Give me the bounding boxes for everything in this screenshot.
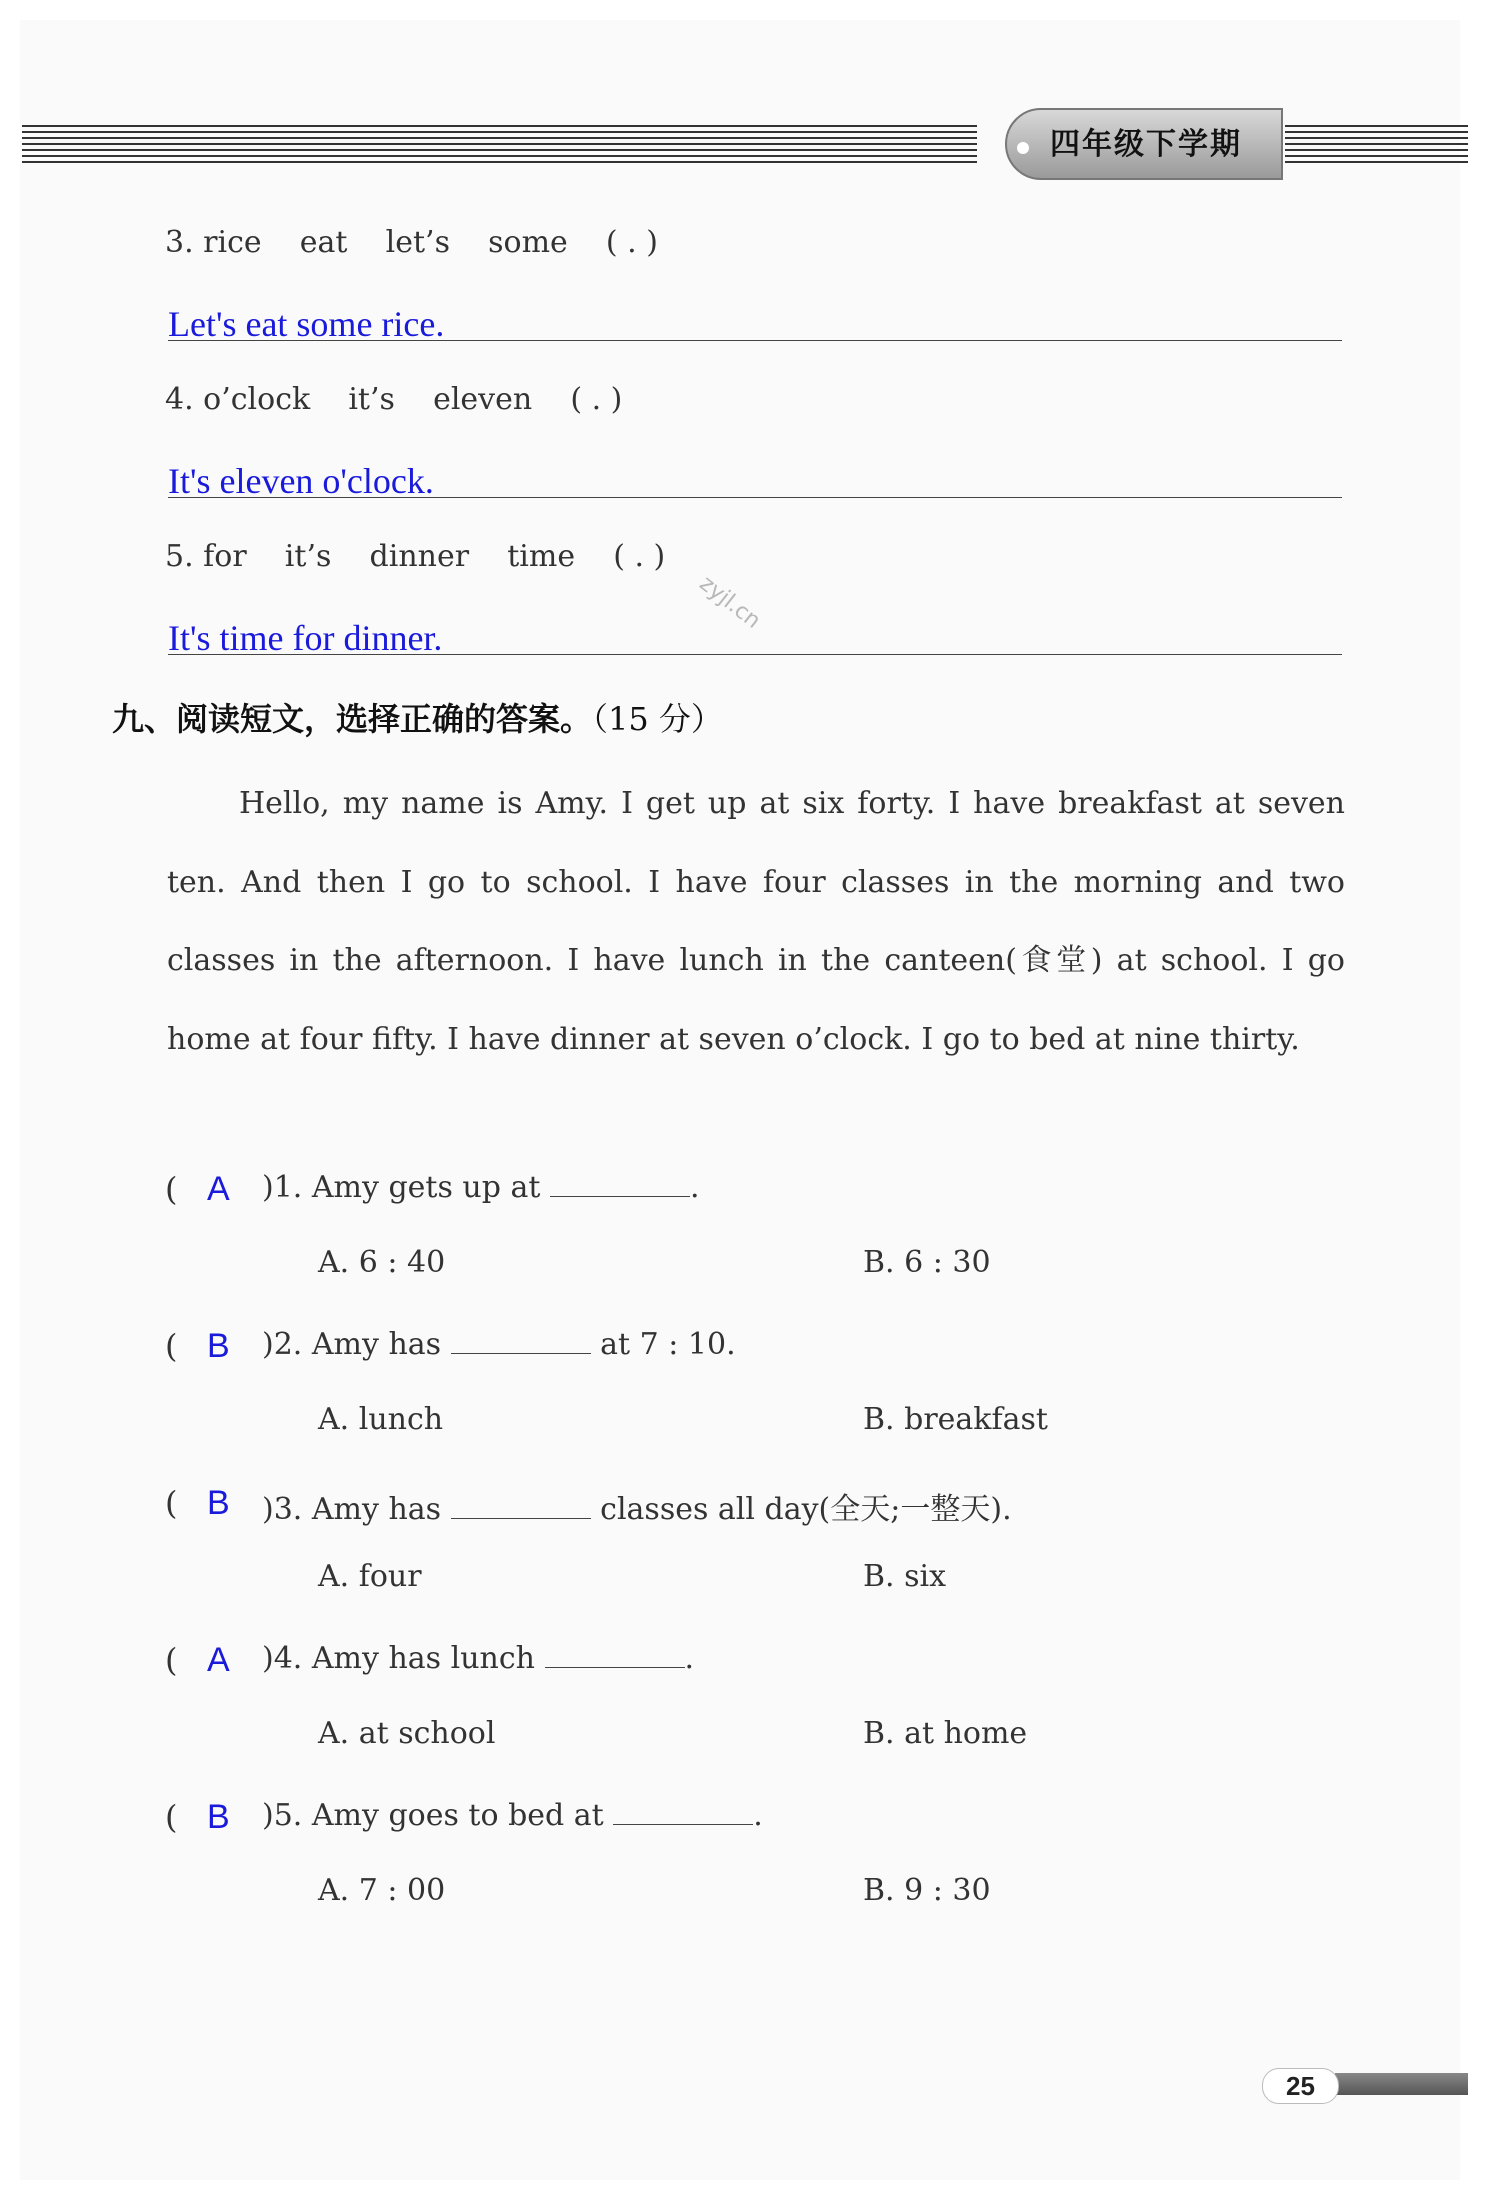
question-4-stem: )4. Amy has lunch bbox=[262, 1641, 545, 1676]
answer-paren: ( bbox=[165, 1484, 178, 1522]
scramble-prompt-5: 5. for it’s dinner time ( . ) bbox=[165, 539, 666, 574]
question-1 bbox=[262, 1170, 700, 1205]
answer-blank bbox=[451, 1329, 591, 1354]
header-rule-left bbox=[22, 125, 977, 167]
scramble-answer-4: It's eleven o'clock. bbox=[168, 461, 434, 501]
question-4-answer: A bbox=[207, 1641, 230, 1679]
answer-blank bbox=[550, 1172, 690, 1197]
question-5-tail: . bbox=[753, 1798, 763, 1833]
scramble-prompt-4: 4. o’clock it’s eleven ( . ) bbox=[165, 382, 623, 417]
section-points: （15 分） bbox=[592, 700, 723, 738]
section-heading bbox=[112, 694, 723, 740]
answer-line bbox=[168, 497, 1342, 498]
question-4-option-b: B. at home bbox=[863, 1716, 1028, 1751]
header-title: 四年级下学期 bbox=[1050, 127, 1242, 162]
question-1-tail: . bbox=[689, 1170, 700, 1205]
question-3-tail: classes all day(全天;一整天). bbox=[590, 1492, 1012, 1527]
answer-blank bbox=[613, 1800, 753, 1825]
scramble-prompt-3: 3. rice eat let’s some ( . ) bbox=[165, 225, 658, 260]
answer-paren: ( bbox=[165, 1327, 178, 1365]
question-2-answer: B bbox=[207, 1327, 230, 1365]
question-2-stem: )2. Amy has bbox=[262, 1327, 451, 1362]
page-number-bar bbox=[1335, 2073, 1468, 2095]
question-5-stem: )5. Amy goes to bed at bbox=[262, 1798, 614, 1833]
question-5-option-a: A. 7 : 00 bbox=[318, 1873, 446, 1908]
page-number: 25 bbox=[1262, 2068, 1339, 2104]
answer-paren: ( bbox=[165, 1641, 178, 1679]
question-4-option-a: A. at school bbox=[318, 1716, 496, 1751]
question-3 bbox=[262, 1484, 1012, 1528]
question-3-stem: )3. Amy has bbox=[262, 1492, 451, 1527]
question-2-tail: at 7 : 10. bbox=[590, 1327, 736, 1362]
answer-paren: ( bbox=[165, 1798, 178, 1836]
scramble-answer-3: Let's eat some rice. bbox=[168, 304, 445, 344]
question-5-answer: B bbox=[207, 1798, 230, 1836]
question-5 bbox=[262, 1798, 763, 1833]
question-4 bbox=[262, 1641, 694, 1676]
header-rule-right bbox=[1285, 125, 1468, 167]
question-3-answer: B bbox=[207, 1484, 230, 1522]
question-2 bbox=[262, 1327, 736, 1362]
section-title: 九、阅读短文，选择正确的答案。 bbox=[112, 700, 593, 738]
question-1-answer: A bbox=[207, 1170, 230, 1208]
answer-line bbox=[168, 654, 1342, 655]
answer-blank bbox=[545, 1643, 685, 1668]
question-2-option-b: B. breakfast bbox=[863, 1402, 1048, 1437]
question-3-option-a: A. four bbox=[318, 1559, 422, 1594]
answer-blank bbox=[451, 1494, 591, 1519]
question-1-stem: )1. Amy gets up at bbox=[262, 1170, 550, 1205]
scramble-answer-5: It's time for dinner. bbox=[168, 618, 443, 658]
question-2-option-a: A. lunch bbox=[318, 1402, 444, 1437]
question-1-option-b: B. 6 : 30 bbox=[863, 1245, 991, 1280]
question-1-option-a: A. 6 : 40 bbox=[318, 1245, 446, 1280]
header-dot-icon bbox=[1017, 142, 1029, 154]
reading-passage: Hello, my name is Amy. I get up at six forty. I have breakfast at seven ten. And then I go to school. I have four classes in the morning and two classes in the afternoon. I have lunch in the canteen(食堂) at school. I go home at four fifty. I have dinner at seven o’clock. I go to bed at nine thirty. bbox=[167, 786, 1345, 1057]
answer-paren: ( bbox=[165, 1170, 178, 1208]
answer-line bbox=[168, 340, 1342, 341]
question-5-option-b: B. 9 : 30 bbox=[863, 1873, 991, 1908]
watermark: zyjl.cn bbox=[694, 571, 766, 634]
question-3-option-b: B. six bbox=[863, 1559, 947, 1594]
question-4-tail: . bbox=[684, 1641, 695, 1676]
